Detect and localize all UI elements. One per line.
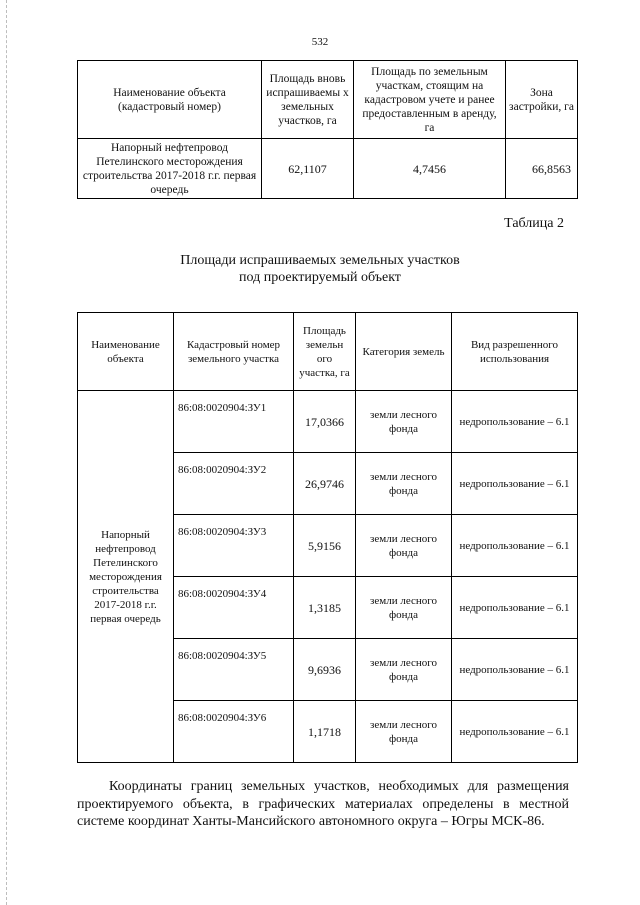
t2-area-value: 5,9156 <box>294 515 356 577</box>
t2-area-value: 1,3185 <box>294 577 356 639</box>
t1-leased-area-value: 4,7456 <box>354 139 506 199</box>
table-1-header-row <box>78 61 578 139</box>
t2-land-category: земли лесного фонда <box>356 453 452 515</box>
left-margin-rule <box>6 0 7 905</box>
t2-area-value: 1,1718 <box>294 701 356 763</box>
table-2-title-line-1: Площади испрашиваемых земельных участков <box>180 253 460 268</box>
t2-header-area: Площадь земельн ого участка, га <box>294 313 356 391</box>
table-2 <box>77 312 578 763</box>
t2-land-category: земли лесного фонда <box>356 577 452 639</box>
t2-permitted-use: недропользование – 6.1 <box>452 577 578 639</box>
table-2-title <box>0 252 640 286</box>
table-1 <box>77 60 578 199</box>
t2-area-value: 17,0366 <box>294 391 356 453</box>
t2-area-value: 9,6936 <box>294 639 356 701</box>
t2-land-category: земли лесного фонда <box>356 701 452 763</box>
t1-zone-value: 66,8563 <box>506 139 578 199</box>
page-number: 532 <box>311 36 329 48</box>
t1-object-name: Напорный нефтепровод Петелинского месторождения строительства 2017-2018 г.г. первая очередь <box>78 139 262 199</box>
t2-header-cadastral: Кадастровый номер земельного участка <box>174 313 294 391</box>
t2-object-name: Напорный нефтепровод Петелинского месторождения строительства 2017-2018 г.г. первая очередь <box>78 391 174 763</box>
table-2-title-line-2: под проектируемый объект <box>239 270 401 285</box>
t2-land-category: земли лесного фонда <box>356 391 452 453</box>
t1-header-name: Наименование объекта (кадастровый номер) <box>78 61 262 139</box>
t1-header-zone: Зона застройки, га <box>506 61 578 139</box>
t2-permitted-use: недропользование – 6.1 <box>452 453 578 515</box>
table-row <box>78 391 578 453</box>
t2-cadastral-number: 86:08:0020904:ЗУ5 <box>174 639 294 701</box>
t2-cadastral-number: 86:08:0020904:ЗУ2 <box>174 453 294 515</box>
t2-cadastral-number: 86:08:0020904:ЗУ6 <box>174 701 294 763</box>
t1-header-leased-area: Площадь по земельным участкам, стоящим на кадастровом учете и ранее предоставленным в аренду, га <box>354 61 506 139</box>
t2-cadastral-number: 86:08:0020904:ЗУ1 <box>174 391 294 453</box>
t1-new-area-value: 62,1107 <box>262 139 354 199</box>
t2-cadastral-number: 86:08:0020904:ЗУ4 <box>174 577 294 639</box>
t2-area-value: 26,9746 <box>294 453 356 515</box>
table-row <box>78 139 578 199</box>
t2-permitted-use: недропользование – 6.1 <box>452 391 578 453</box>
t2-land-category: земли лесного фонда <box>356 639 452 701</box>
t2-cadastral-number: 86:08:0020904:ЗУ3 <box>174 515 294 577</box>
t2-header-category: Категория земель <box>356 313 452 391</box>
t2-permitted-use: недропользование – 6.1 <box>452 701 578 763</box>
t2-header-name: Наименование объекта <box>78 313 174 391</box>
coordinates-paragraph: Координаты границ земельных участков, необходимых для размещения проектируемого объекта, в графических материалах определены в местной системе координат Ханты-Мансийского автономного округа – Югры МСК-86. <box>77 779 569 829</box>
table-2-caption: Таблица 2 <box>504 216 564 231</box>
t2-permitted-use: недропользование – 6.1 <box>452 639 578 701</box>
t2-header-use: Вид разрешенного использования <box>452 313 578 391</box>
t2-land-category: земли лесного фонда <box>356 515 452 577</box>
t1-header-new-area: Площадь вновь испрашиваемы х земельных участков, га <box>262 61 354 139</box>
t2-permitted-use: недропользование – 6.1 <box>452 515 578 577</box>
table-2-header-row <box>78 313 578 391</box>
